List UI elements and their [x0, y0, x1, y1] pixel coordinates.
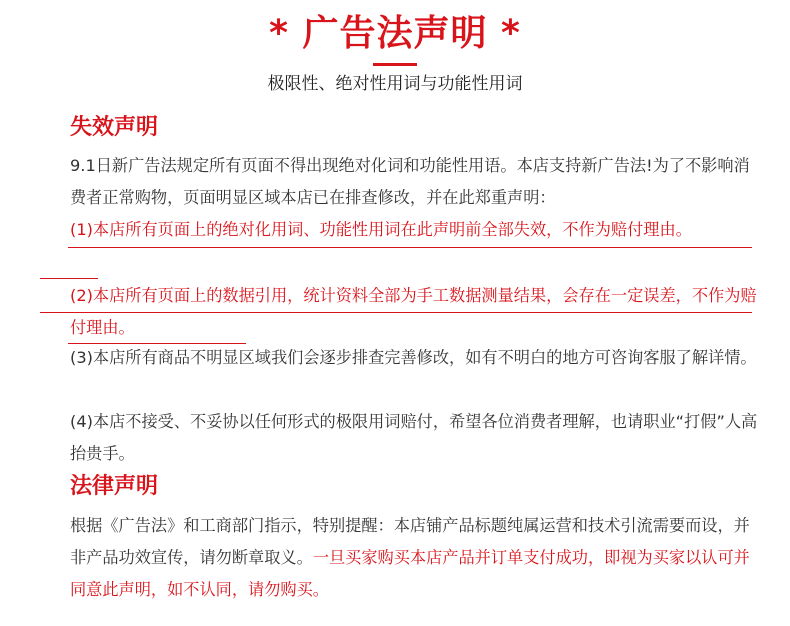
legal-paragraph [70, 510, 760, 606]
legal-heading: 法律声明 [70, 474, 159, 499]
legal-text-red: 一旦买家购买本店产品并订单支付成功，即视为买家以认可并同意此声明，如不认同，请勿购买。 [70, 548, 750, 599]
invalidation-item-1: (1)本店所有页面上的绝对化用词、功能性用词在此声明前全部失效，不作为赔付理由。 [70, 220, 692, 239]
legal-text-normal: 根据《广告法》和工商部门指示，特别提醒：本店铺产品标题纯属运营和技术引流需要而设，并非产品功效宣传，请勿断章取义。 [70, 516, 750, 567]
invalidation-heading: 失效声明 [70, 115, 159, 140]
invalidation-item-3: (3)本店所有商品不明显区域我们会逐步排查完善修改，如有不明白的地方可咨询客服了解详情。 [70, 348, 757, 367]
item-2-underline-1 [40, 312, 752, 313]
title-divider [373, 63, 417, 66]
invalidation-intro: 9.1日新广告法规定所有页面不得出现绝对化词和功能性用语。本店支持新广告法!为了不影响消费者正常购物，页面明显区域本店已在排查修改，并在此郑重声明： [70, 156, 750, 207]
page-subtitle: 极限性、绝对性用词与功能性用词 [267, 74, 523, 94]
invalidation-item-2: (2)本店所有页面上的数据引用，统计资料全部为手工数据测量结果，会存在一定误差，不作为赔付理由。 [70, 286, 757, 337]
invalidation-item-4: (4)本店不接受、不妥协以任何形式的极限用词赔付，希望各位消费者理解，也请职业“打假”人高抬贵手。 [70, 412, 758, 463]
item-1-underline-1 [68, 247, 752, 248]
page-title: * 广告法声明 * [269, 13, 521, 54]
item-1-underline-2 [40, 278, 98, 279]
